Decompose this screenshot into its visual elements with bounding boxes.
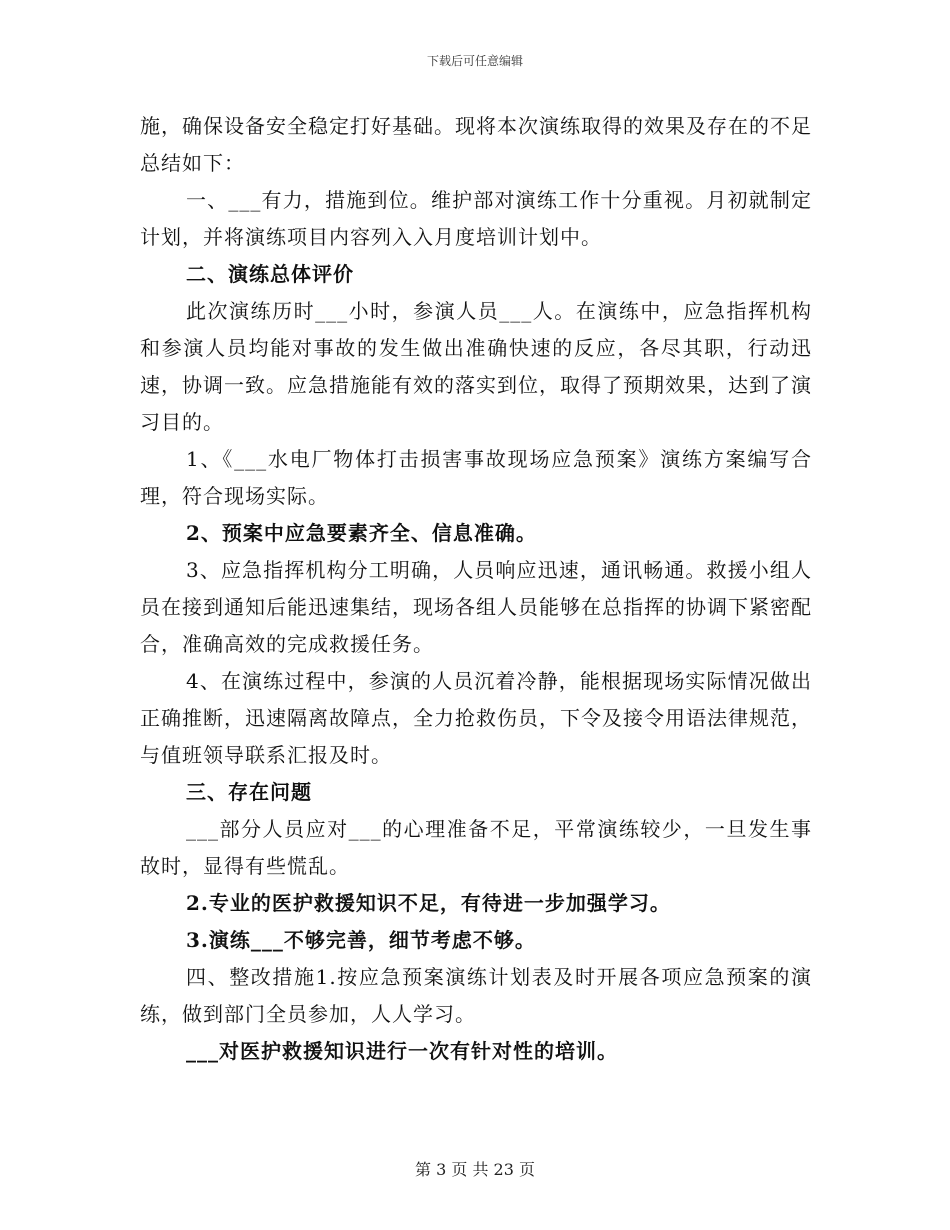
page-number: 第 3 页 共 23 页	[415, 1160, 535, 1179]
paragraph-item-1: 1、《___水电厂物体打击损害事故现场应急预案》演练方案编写合理，符合现场实际。	[140, 447, 812, 508]
paragraph-problem-3: 3.演练___不够完善，细节考虑不够。	[186, 928, 536, 952]
document-body	[140, 108, 812, 1070]
heading-problems: 三、存在问题	[186, 780, 312, 804]
paragraph-section-1: 一、___有力，措施到位。维护部对演练工作十分重视。月初就制定计划，并将演练项目内容列入入月度培训计划中。	[140, 188, 812, 249]
paragraph-item-3: 3、应急指挥机构分工明确，人员响应迅速，通讯畅通。救援小组人员在接到通知后能迅速集结，现场各组人员能够在总指挥的协调下紧密配合，准确高效的完成救援任务。	[140, 558, 812, 656]
paragraph-item-4: 4、在演练过程中，参演的人员沉着冷静，能根据现场实际情况做出正确推断，迅速隔离故障点，全力抢救伤员，下令及接令用语法律规范，与值班领导联系汇报及时。	[140, 669, 812, 767]
paragraph-measures: 四、整改措施1.按应急预案演练计划表及时开展各项应急预案的演练，做到部门全员参加，人人学习。	[140, 965, 812, 1026]
heading-overall-evaluation: 二、演练总体评价	[186, 262, 354, 286]
paragraph-evaluation: 此次演练历时___小时，参演人员___人。在演练中，应急指挥机构和参演人员均能对事故的发生做出准确快速的反应，各尽其职，行动迅速，协调一致。应急措施能有效的落实到位，取得了预期效果，达到了演习目的。	[140, 299, 812, 434]
page-header-note: 下载后可任意编辑	[426, 54, 523, 68]
paragraph-problem-1: ___部分人员应对___的心理准备不足，平常演练较少，一旦发生事故时，显得有些慌乱。	[140, 817, 812, 878]
paragraph-item-2: 2、预案中应急要素齐全、信息准确。	[186, 521, 537, 545]
paragraph-problem-2: 2.专业的医护救援知识不足，有待进一步加强学习。	[186, 891, 671, 915]
paragraph-intro: 施，确保设备安全稳定打好基础。现将本次演练取得的效果及存在的不足总结如下：	[140, 114, 812, 175]
paragraph-training: ___对医护救援知识进行一次有针对性的培训。	[186, 1039, 618, 1063]
